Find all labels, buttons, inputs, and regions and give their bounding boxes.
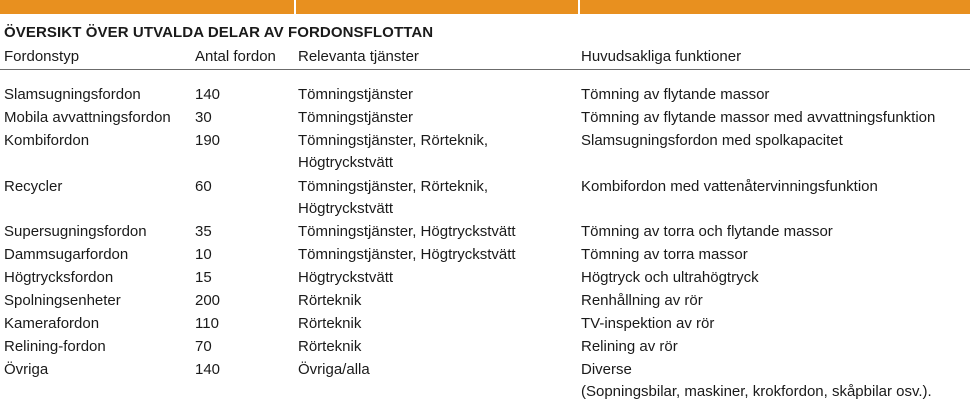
- cell-functions: Tömning av flytande massor: [581, 86, 770, 103]
- cell-vehicle-count: 140: [195, 360, 221, 378]
- table-row: [0, 336, 970, 359]
- table-row: [0, 267, 970, 290]
- cell-functions: Relining av rör: [581, 337, 678, 355]
- table-row: [0, 221, 970, 244]
- cell-services: Tömningstjänster, Rörteknik,: [298, 131, 489, 149]
- cell-vehicle-type: Dammsugarfordon: [4, 246, 129, 264]
- table-row: [0, 84, 970, 107]
- cell-functions: Tömning av torra och flytande massor: [581, 223, 833, 241]
- cell-functions: Tömning av torra massor: [581, 246, 748, 264]
- cell-vehicle-count: 15: [195, 269, 212, 287]
- cell-vehicle-type: Slamsugningsfordon: [4, 86, 141, 103]
- cell-vehicle-type: Supersugningsfordon: [4, 223, 147, 241]
- table-row: [0, 290, 970, 313]
- cell-vehicle-type: Relining-fordon: [4, 337, 106, 355]
- cell-services: Tömningstjänster, Högtryckstvätt: [298, 246, 516, 264]
- accent-bar-segment: [0, 0, 296, 14]
- cell-functions: Diverse: [581, 360, 632, 378]
- cell-vehicle-type: Mobila avvattningsfordon: [4, 108, 171, 126]
- cell-services: Rörteknik: [298, 292, 362, 310]
- cell-vehicle-count: 35: [195, 223, 212, 241]
- table-header-row: [0, 46, 970, 70]
- cell-vehicle-count: 10: [195, 246, 212, 264]
- cell-vehicle-count: 110: [195, 314, 219, 332]
- cell-services: Tömningstjänster: [298, 108, 414, 126]
- cell-functions: (Sopningsbilar, maskiner, krokfordon, skåpbilar osv.).: [581, 382, 932, 400]
- table-row: [0, 130, 970, 176]
- cell-services: Högtryckstvätt: [298, 153, 394, 171]
- cell-vehicle-type: Spolningsenheter: [4, 292, 121, 310]
- cell-functions: Kombifordon med vattenåtervinningsfunktion: [581, 177, 878, 195]
- cell-vehicle-type: Övriga: [4, 360, 49, 378]
- cell-functions: Tömning av flytande massor med avvattningsfunktion: [581, 108, 936, 126]
- table-title: ÖVERSIKT ÖVER UTVALDA DELAR AV FORDONSFLOTTAN: [4, 24, 434, 41]
- header-functions: Huvudsakliga funktioner: [581, 48, 742, 65]
- cell-vehicle-count: 30: [195, 108, 212, 126]
- cell-services: Tömningstjänster, Rörteknik,: [298, 177, 489, 195]
- cell-functions: Renhållning av rör: [581, 292, 703, 310]
- cell-vehicle-type: Högtrycksfordon: [4, 269, 114, 287]
- header-services: Relevanta tjänster: [298, 48, 419, 65]
- cell-services: Rörteknik: [298, 314, 362, 332]
- cell-services: Rörteknik: [298, 337, 362, 355]
- cell-vehicle-count: 200: [195, 292, 221, 310]
- cell-vehicle-count: 70: [195, 337, 212, 355]
- cell-functions: Högtryck och ultrahögtryck: [581, 269, 759, 287]
- cell-services: Högtryckstvätt: [298, 199, 394, 217]
- cell-vehicle-count: 60: [195, 177, 212, 195]
- cell-vehicle-count: 190: [195, 131, 221, 149]
- header-vehicle-count: Antal fordon: [195, 48, 276, 65]
- cell-services: Tömningstjänster: [298, 86, 414, 103]
- header-vehicle-type: Fordonstyp: [4, 48, 80, 65]
- cell-vehicle-type: Recycler: [4, 177, 63, 195]
- cell-vehicle-count: 140: [195, 86, 221, 103]
- table-row: [0, 359, 970, 405]
- cell-vehicle-type: Kamerafordon: [4, 314, 100, 332]
- cell-services: Tömningstjänster, Högtryckstvätt: [298, 223, 516, 241]
- cell-functions: Slamsugningsfordon med spolkapacitet: [581, 131, 843, 149]
- accent-bar-segment: [296, 0, 580, 14]
- table-row: [0, 313, 970, 336]
- cell-services: Övriga/alla: [298, 360, 370, 378]
- accent-bar: [0, 0, 970, 14]
- accent-bar-segment: [580, 0, 970, 14]
- table-row: [0, 244, 970, 267]
- table-row: [0, 107, 970, 130]
- cell-vehicle-type: Kombifordon: [4, 131, 90, 149]
- cell-services: Högtryckstvätt: [298, 269, 394, 287]
- table-body: [0, 84, 970, 405]
- table-row: [0, 176, 970, 222]
- cell-functions: TV-inspektion av rör: [581, 314, 715, 332]
